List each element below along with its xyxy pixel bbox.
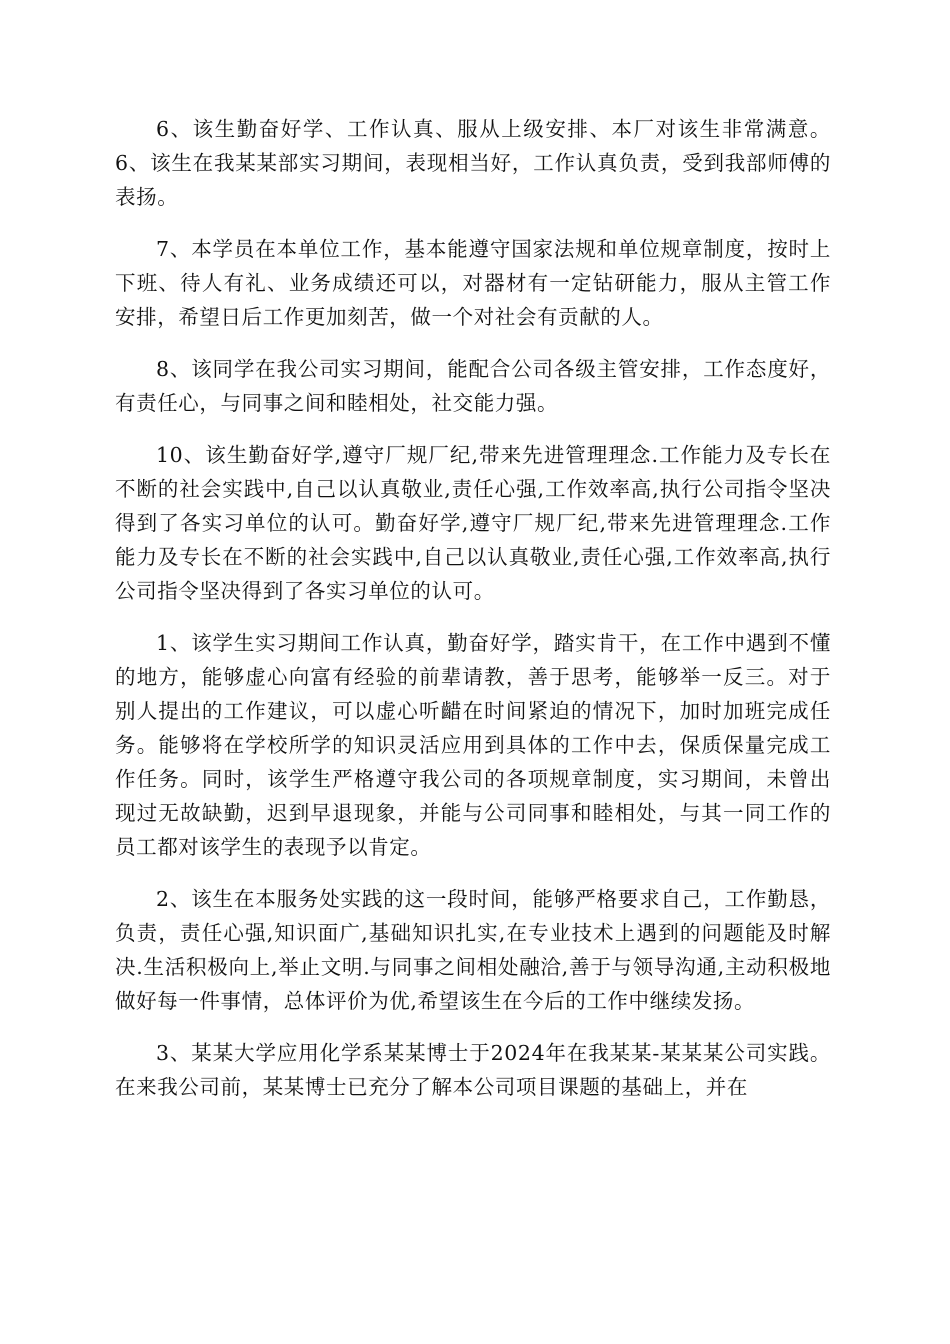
paragraph-10: 10、该生勤奋好学,遵守厂规厂纪,带来先进管理理念.工作能力及专长在不断的社会实践中,自己以认真敬业,责任心强,工作效率高,执行公司指令坚决得到了各实习单位的认可。勤奋好学,遵守厂规厂纪,带来先进管理理念.工作能力及专长在不断的社会实践中,自己以认真敬业,责任心强,工作效率高,执行公司指令坚决得到了各实习单位的认可。 — [115, 443, 831, 603]
paragraph-2: 2、该生在本服务处实践的这一段时间，能够严格要求自己，工作勤恳，负责，责任心强,知识面广,基础知识扎实,在专业技术上遇到的问题能及时解决.生活积极向上,举止文明.与同事之间相处融洽,善于与领导沟通,主动积极地做好每一件事情，总体评价为优,希望该生在今后的工作中继续发扬。 — [115, 887, 831, 1013]
paragraph-3: 3、某某大学应用化学系某某博士于2024年在我某某-某某某公司实践。在来我公司前，某某博士已充分了解本公司项目课题的基础上，并在 — [115, 1041, 831, 1099]
paragraph-7: 7、本学员在本单位工作，基本能遵守国家法规和单位规章制度，按时上下班、待人有礼、业务成绩还可以，对器材有一定钻研能力，服从主管工作安排，希望日后工作更加刻苦，做一个对社会有贡献的人。 — [115, 237, 831, 329]
paragraph-6: 6、该生勤奋好学、工作认真、服从上级安排、本厂对该生非常满意。6、该生在我某某部实习期间，表现相当好，工作认真负责，受到我部师傅的表扬。 — [115, 117, 831, 209]
paragraph-1: 1、该学生实习期间工作认真，勤奋好学，踏实肯干，在工作中遇到不懂的地方，能够虚心向富有经验的前辈请教，善于思考，能够举一反三。对于别人提出的工作建议，可以虚心听齰在时间紧迫的情况下，加时加班完成任务。能够将在学校所学的知识灵活应用到具体的工作中去，保质保量完成工作任务。同时，该学生严格遵守我公司的各项规章制度，实习期间，未曾出现过无故缺勤，迟到早退现象，并能与公司同事和睦相处，与其一同工作的员工都对该学生的表现予以肯定。 — [115, 631, 831, 859]
document-body — [115, 112, 831, 1122]
paragraph-8: 8、该同学在我公司实习期间，能配合公司各级主管安排，工作态度好，有责任心，与同事之间和睦相处，社交能力强。 — [115, 357, 831, 415]
